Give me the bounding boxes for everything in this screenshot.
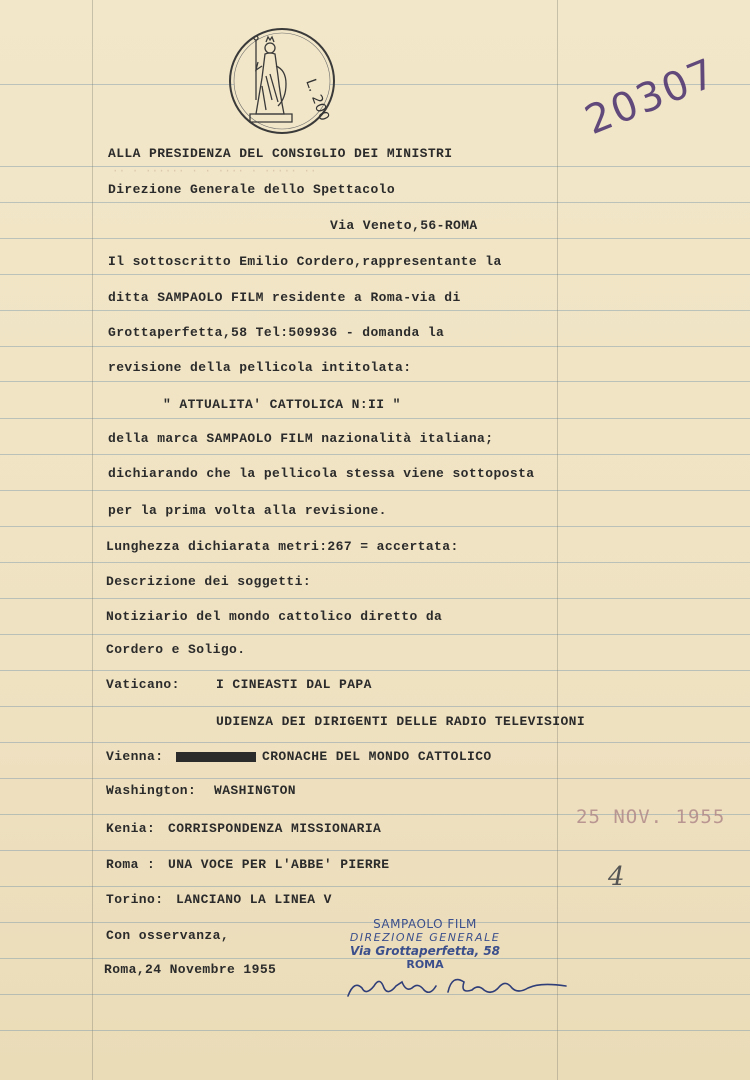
addressee-line1: ALLA PRESIDENZA DEL CONSIGLIO DEI MINISTRI: [108, 146, 453, 161]
subject-place: Vienna:: [106, 749, 164, 764]
description-line: Notiziario del mondo cattolico diretto da: [106, 609, 443, 624]
stamp-value: L. 200: [302, 76, 333, 124]
body-line: Il sottoscritto Emilio Cordero,rappresentante la: [108, 254, 502, 269]
body-line: della marca SAMPAOLO FILM nazionalità italiana;: [108, 431, 494, 446]
ruled-line: [0, 742, 750, 743]
subject-place: Vaticano:: [106, 677, 180, 692]
ruled-line: [0, 454, 750, 455]
signature: [340, 962, 575, 1004]
closing-place-date: Roma,24 Novembre 1955: [104, 962, 277, 977]
closing-salutation: Con osservanza,: [106, 928, 230, 943]
ruled-line: [0, 1030, 750, 1031]
ruled-line: [0, 346, 750, 347]
company-street: Via Grottaperfetta, 58: [349, 944, 501, 958]
ruled-line: [0, 274, 750, 275]
ruled-line: [0, 886, 750, 887]
subject-place: Washington:: [106, 783, 197, 798]
addressee-line2: Direzione Generale dello Spettacolo: [108, 182, 396, 197]
ruled-line: [0, 562, 750, 563]
ruled-line: [0, 238, 750, 239]
revenue-stamp-seal: [226, 26, 338, 136]
ruled-line: [0, 490, 750, 491]
subject-place: Kenia:: [106, 821, 156, 836]
body-line: dichiarando che la pellicola stessa viene sottoposta: [108, 466, 535, 481]
description-heading: Descrizione dei soggetti:: [106, 574, 312, 589]
protocol-number-stamp: 20307: [578, 49, 724, 145]
subject-title: UNA VOCE PER L'ABBE' PIERRE: [168, 857, 390, 872]
subject-place: Roma :: [106, 857, 156, 872]
company-dept: DIREZIONE GENERALE: [349, 931, 501, 944]
margin-line: [557, 0, 558, 1080]
show-through-text: ·· · ······ · · ···· · ····· ··: [112, 166, 317, 178]
body-line: Grottaperfetta,58 Tel:509936 - domanda la: [108, 325, 445, 340]
handwritten-mark: 4: [608, 862, 625, 892]
ruled-line: [0, 202, 750, 203]
ruled-line: [0, 670, 750, 671]
addressee-address: Via Veneto,56-ROMA: [330, 218, 478, 233]
ruled-line: [0, 634, 750, 635]
ruled-line: [0, 778, 750, 779]
ruled-line: [0, 526, 750, 527]
ruled-line: [0, 381, 750, 382]
subject-title: CORRISPONDENZA MISSIONARIA: [168, 821, 382, 836]
subject-place: Torino:: [106, 892, 164, 907]
body-line: revisione della pellicola intitolata:: [108, 360, 412, 375]
subject-title: UDIENZA DEI DIRIGENTI DELLE RADIO TELEVISIONI: [216, 714, 586, 729]
margin-line: [92, 0, 93, 1080]
body-line: per la prima volta alla revisione.: [108, 503, 387, 518]
company-name: SAMPAOLO FILM: [373, 917, 477, 931]
ruled-line: [0, 706, 750, 707]
ruled-line: [0, 418, 750, 419]
ruled-line: [0, 310, 750, 311]
subject-title: LANCIANO LA LINEA V: [176, 892, 332, 907]
description-line: Cordero e Soligo.: [106, 642, 246, 657]
body-line: ditta SAMPAOLO FILM residente a Roma-via di: [108, 290, 461, 305]
subject-title: CRONACHE DEL MONDO CATTOLICO: [262, 749, 492, 764]
declared-length: Lunghezza dichiarata metri:267 = accertata:: [106, 539, 459, 554]
date-received-stamp: 25 NOV. 1955: [576, 806, 726, 828]
struck-out-word: [176, 752, 256, 762]
ruled-line: [0, 850, 750, 851]
film-title: " ATTUALITA' CATTOLICA N:II ": [163, 397, 401, 412]
company-city: ROMA: [406, 958, 444, 971]
subject-title: I CINEASTI DAL PAPA: [216, 677, 372, 692]
ruled-line: [0, 598, 750, 599]
subject-title: WASHINGTON: [214, 783, 297, 798]
